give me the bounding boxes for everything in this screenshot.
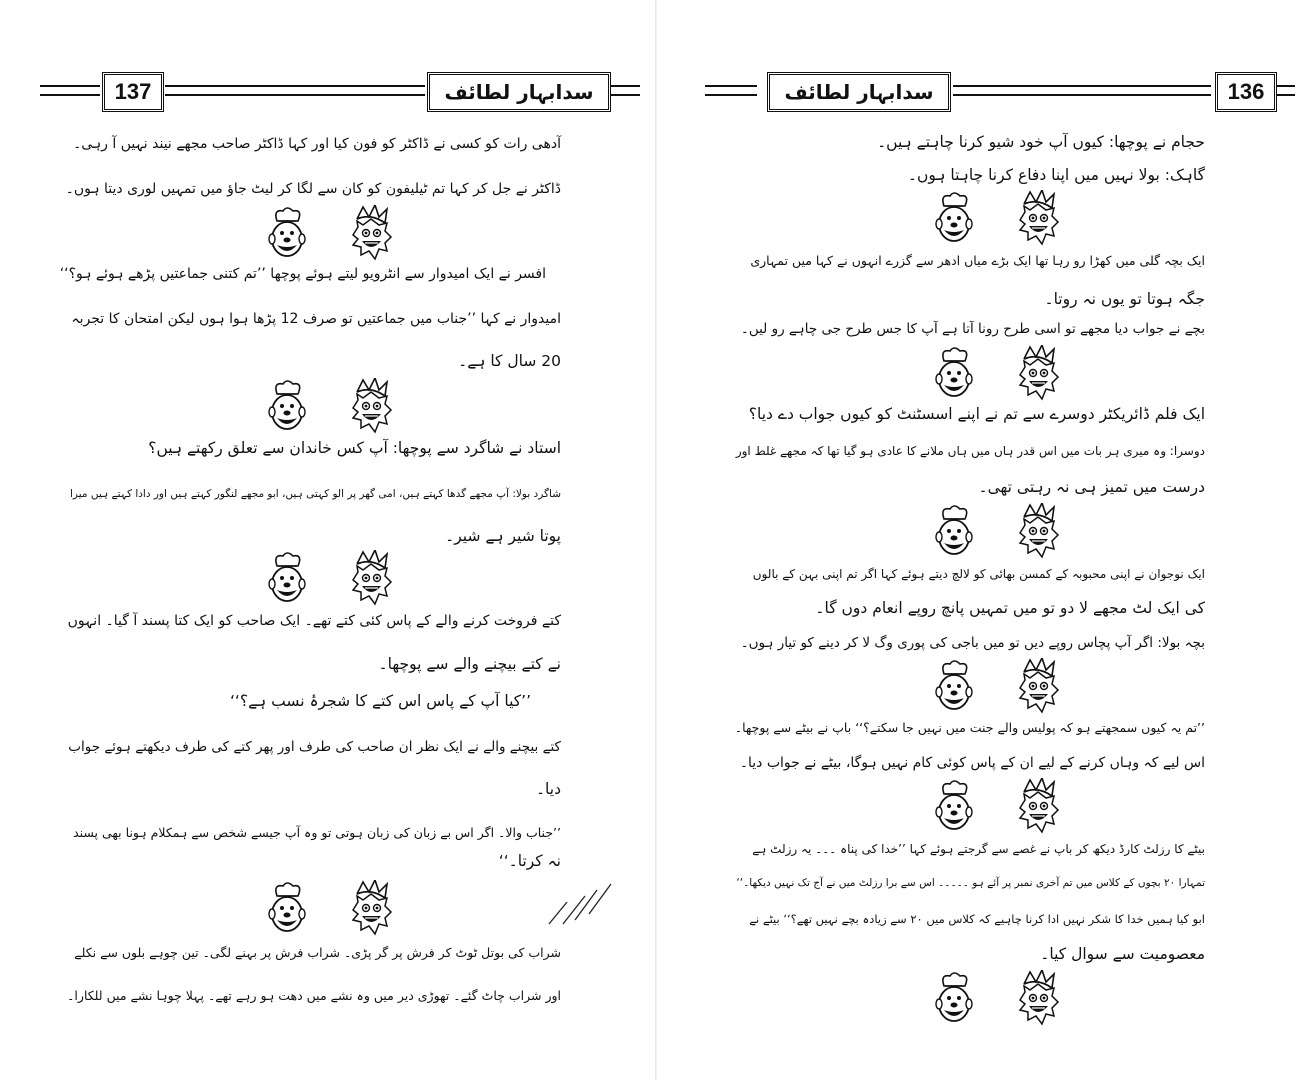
joke-divider: [932, 658, 1072, 714]
text-line: دوسرا: وہ میری ہر بات میں اس قدر ہاں میں ہاں ملانے کا عادی ہو گیا تھا کہ مجھے غلط اور: [735, 444, 1205, 458]
text-line: ’’کیا آپ کے پاس اس کتے کا شجرۂ نسب ہے؟‘‘: [230, 692, 531, 710]
laughing-jester-face-icon: [1016, 658, 1060, 714]
text-line: بچے نے جواب دیا مجھے تو اسی طرح رونا آتا ہے آپ کا جس طرح جی چاہے رو لیں۔: [740, 321, 1205, 337]
pen-scribble-marks: [545, 880, 615, 928]
left-page: [0, 0, 656, 1080]
joke-divider: [932, 190, 1072, 246]
header-rule: [40, 85, 100, 96]
text-line: بچہ بولا: اگر آپ پچاس روپے دیں تو میں باجی کی پوری وگ لا کر دینے کو تیار ہوں۔: [740, 635, 1205, 651]
laughing-jester-face-icon: [1016, 345, 1060, 401]
text-line: درست میں تمیز ہی نہ رہتی تھی۔: [978, 478, 1205, 496]
page-number: 137: [102, 72, 164, 112]
text-line: حجام نے پوچھا: کیوں آپ خود شیو کرنا چاہتے ہیں۔: [877, 133, 1205, 151]
smiling-chef-face-icon: [932, 345, 976, 401]
running-title: سدابہار لطائف: [767, 72, 951, 112]
smiling-chef-face-icon: [932, 778, 976, 834]
joke-divider: [932, 970, 1072, 1026]
joke-divider: [265, 550, 405, 606]
header-rule: [705, 85, 757, 96]
header-rule: [953, 85, 1211, 96]
text-line: ایک بچہ گلی میں کھڑا رو رہا تھا ایک بڑے میاں ادھر سے گزرے انہوں نے کہا میں تمہاری: [750, 253, 1205, 268]
text-line: اس لیے کہ وہاں کرنے کے لیے ان کے پاس کوئی کام نہیں ہوگا، بیٹے نے جواب دیا۔: [739, 755, 1205, 771]
text-line: امیدوار نے کہا ’’جناب میں جماعتیں تو صرف 12 پڑھا ہوا ہوں لیکن امتحان کا تجربہ: [71, 311, 561, 327]
joke-divider: [932, 345, 1072, 401]
header-rule: [165, 85, 425, 96]
text-line: کی ایک لٹ مجھے لا دو تو میں تمہیں پانچ روپے انعام دوں گا۔: [815, 599, 1205, 617]
header-rule: [610, 85, 640, 96]
laughing-jester-face-icon: [349, 550, 393, 606]
laughing-jester-face-icon: [1016, 778, 1060, 834]
smiling-chef-face-icon: [265, 378, 309, 434]
text-line: ایک فلم ڈائریکٹر دوسرے سے تم نے اپنے اسسٹنٹ کو کیوں جواب دے دیا؟: [748, 405, 1205, 423]
text-line: پوتا شیر ہے شیر۔: [445, 527, 561, 545]
smiling-chef-face-icon: [932, 190, 976, 246]
smiling-chef-face-icon: [932, 503, 976, 559]
page-header: [705, 72, 1295, 112]
page-header: [40, 72, 640, 112]
text-line: کتے بیچنے والے نے ایک نظر ان صاحب کی طرف اور پھر کتے کی طرف دیکھتے ہوئے جواب: [68, 739, 561, 755]
smiling-chef-face-icon: [265, 550, 309, 606]
laughing-jester-face-icon: [1016, 970, 1060, 1026]
text-line: آدھی رات کو کسی نے ڈاکٹر کو فون کیا اور کہا ڈاکٹر صاحب مجھے نیند نہیں آ رہی۔: [73, 136, 561, 152]
text-line: شاگرد بولا: آپ مجھے گدھا کہتے ہیں، امی گھر پر الو کہتی ہیں، ابو مجھے لنگور کہتے ہیں اور دادا کہتے ہیں میرا: [70, 488, 561, 500]
header-rule: [1275, 85, 1295, 96]
running-title: سدابہار لطائف: [427, 72, 611, 112]
laughing-jester-face-icon: [1016, 190, 1060, 246]
text-line: کتے فروخت کرنے والے کے پاس کئی کتے تھے۔ ایک صاحب کو ایک کتا پسند آ گیا۔ انہوں: [67, 613, 561, 629]
text-line: معصومیت سے سوال کیا۔: [1040, 945, 1205, 963]
laughing-jester-face-icon: [349, 880, 393, 936]
page-number: 136: [1215, 72, 1277, 112]
text-line: ’’تم یہ کیوں سمجھتے ہو کہ پولیس والے جنت میں نہیں جا سکتے؟‘‘ باپ نے بیٹے سے پوچھا۔: [734, 720, 1205, 735]
text-line: ایک نوجوان نے اپنی محبوبہ کے کمسن بھائی کو لالچ دیتے ہوئے کہا اگر تم اپنی بہن کے بالوں: [752, 567, 1205, 581]
text-line: دیا۔: [535, 780, 561, 798]
laughing-jester-face-icon: [349, 205, 393, 261]
text-line: افسر نے ایک امیدوار سے انٹرویو لیتے ہوئے پوچھا ’’تم کتنی جماعتیں پڑھے ہوئے ہو؟‘‘: [59, 266, 546, 282]
smiling-chef-face-icon: [932, 970, 976, 1026]
text-line: اور شراب چاٹ گئے۔ تھوڑی دیر میں وہ نشے میں دھت ہو رہے تھے۔ پہلا چوہا نشے میں للکارا۔: [67, 988, 561, 1003]
text-line: نے کتے بیچنے والے سے پوچھا۔: [378, 655, 561, 673]
smiling-chef-face-icon: [265, 880, 309, 936]
text-line: بیٹے کا رزلٹ کارڈ دیکھ کر باپ نے غصے سے گرجتے ہوئے کہا ’’خدا کی پناہ ۔۔۔ یہ رزلٹ ہے: [752, 842, 1205, 856]
laughing-jester-face-icon: [1016, 503, 1060, 559]
joke-divider: [265, 378, 405, 434]
smiling-chef-face-icon: [265, 205, 309, 261]
joke-divider: [265, 205, 405, 261]
text-line: ڈاکٹر نے جل کر کہا تم ٹیلیفون کو کان سے لگا کر لیٹ جاؤ میں تمہیں لوری دیتا ہوں۔: [65, 181, 561, 197]
text-line: گاہک: بولا نہیں میں اپنا دفاع کرنا چاہتا ہوں۔: [907, 166, 1205, 184]
right-page: [657, 0, 1313, 1080]
text-line: جگہ ہوتا تو یوں نہ روتا۔: [1044, 290, 1205, 308]
smiling-chef-face-icon: [932, 658, 976, 714]
joke-divider: [932, 778, 1072, 834]
joke-divider: [265, 880, 405, 936]
laughing-jester-face-icon: [349, 378, 393, 434]
text-line: ’’جناب والا۔ اگر اس بے زبان کی زبان ہوتی تو وہ آپ جیسے شخص سے ہمکلام ہونا بھی پسند: [73, 825, 561, 840]
text-line: نہ کرتا۔‘‘: [498, 852, 561, 870]
text-line: تمہارا ۲۰ بچوں کے کلاس میں تم آخری نمبر پر آئے ہو ۔۔۔۔۔ اس سے برا رزلٹ میں نے آج تک نہیں دیکھا۔‘‘: [736, 877, 1205, 889]
text-line: استاد نے شاگرد سے پوچھا: آپ کس خاندان سے تعلق رکھتے ہیں؟: [148, 439, 561, 457]
text-line: 20 سال کا ہے۔: [458, 352, 561, 370]
text-line: شراب کی بوتل ٹوٹ کر فرش پر گر پڑی۔ شراب فرش پر بہنے لگی۔ تین چوہے بلوں سے نکلے: [74, 945, 561, 960]
joke-divider: [932, 503, 1072, 559]
text-line: ابو کیا ہمیں خدا کا شکر نہیں ادا کرنا چاہیے کہ کلاس میں ۲۰ سے زیادہ بچے نہیں تھے؟‘‘ بیٹے نے: [749, 912, 1205, 926]
